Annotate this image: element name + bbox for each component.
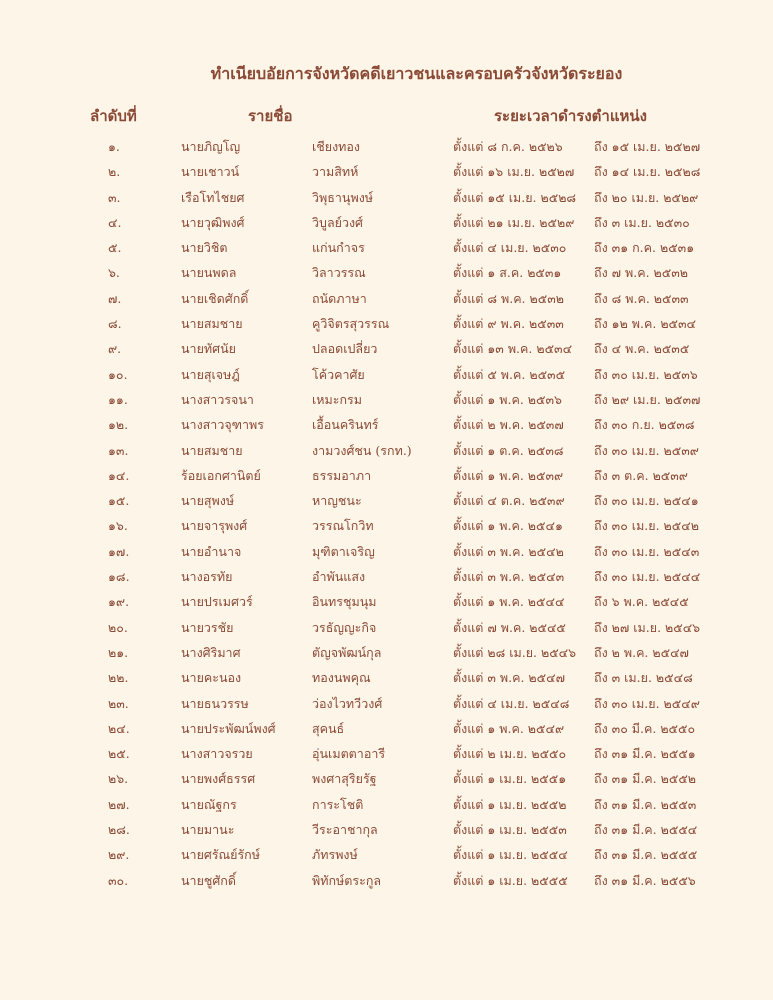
given-name: นางอรทัย — [181, 569, 233, 585]
term-end: ถึง ๓ ต.ค. ๒๕๓๙ — [594, 467, 688, 483]
term-start: ตั้งแต่ ๑๓ พ.ค. ๒๕๓๔ — [453, 341, 573, 357]
table-row — [0, 411, 773, 436]
term-end: ถึง ๓๐ ก.ย. ๒๕๓๘ — [594, 417, 695, 433]
term-end: ถึง ๓๐ เม.ย. ๒๕๓๙ — [594, 442, 699, 458]
row-number: ๑๖. — [108, 518, 128, 534]
term-start: ตั้งแต่ ๑ พ.ค. ๒๕๔๑ — [453, 518, 563, 534]
term-end: ถึง ๓๐ เม.ย. ๒๕๔๑ — [594, 493, 699, 509]
term-start: ตั้งแต่ ๔ เม.ย. ๒๕๔๘ — [453, 695, 570, 711]
term-start: ตั้งแต่ ๑ พ.ค. ๒๕๔๙ — [453, 720, 565, 736]
term-start: ตั้งแต่ ๑ พ.ค. ๒๕๔๔ — [453, 594, 565, 610]
row-number: ๒๓. — [108, 695, 129, 711]
header-name: รายชื่อ — [248, 107, 293, 125]
given-name: นายสมชาย — [181, 316, 243, 332]
surname: พงศาสุริยรัฐ — [312, 771, 377, 787]
term-end: ถึง ๔ พ.ค. ๒๕๓๕ — [594, 341, 690, 357]
row-number: ๔. — [108, 214, 122, 230]
given-name: นายอำนาจ — [181, 543, 242, 559]
table-row — [0, 133, 773, 158]
surname: ธรรมอาภา — [312, 467, 372, 483]
term-end: ถึง ๓๑ มี.ค. ๒๕๕๑ — [594, 746, 696, 762]
given-name: นายศรัณย์รักษ์ — [181, 847, 260, 863]
table-row — [0, 310, 773, 335]
term-start: ตั้งแต่ ๑ เม.ย. ๒๕๕๓ — [453, 822, 567, 838]
row-number: ๑๘. — [108, 569, 130, 585]
table-row — [0, 487, 773, 512]
table-row — [0, 715, 773, 740]
given-name: นายสมชาย — [181, 442, 243, 458]
table-row — [0, 690, 773, 715]
given-name: ร้อยเอกศานิตย์ — [181, 467, 261, 483]
table-row — [0, 841, 773, 866]
row-number: ๑๔. — [108, 467, 130, 483]
surname: วีระอาชากุล — [312, 822, 378, 838]
given-name: นายวรชัย — [181, 619, 234, 635]
row-number: ๒. — [108, 164, 121, 180]
term-end: ถึง ๑๔ เม.ย. ๒๕๒๘ — [594, 164, 701, 180]
row-number: ๑๕. — [108, 493, 130, 509]
row-number: ๒๔. — [108, 720, 130, 736]
prosecutor-list — [0, 133, 773, 892]
table-row — [0, 259, 773, 284]
row-number: ๑. — [108, 139, 120, 154]
given-name: นายสุเจษฎ์ — [181, 366, 240, 382]
table-row — [0, 335, 773, 360]
table-row — [0, 740, 773, 765]
given-name: นายคะนอง — [181, 670, 242, 686]
row-number: ๘. — [108, 316, 122, 332]
term-end: ถึง ๓ เม.ย. ๒๕๓๐ — [594, 214, 690, 230]
given-name: นางสาวจรวย — [181, 746, 253, 762]
surname: ถนัดภาษา — [312, 290, 367, 306]
table-row — [0, 588, 773, 613]
surname: คูวิจิตรสุวรรณ — [312, 316, 390, 332]
table-row — [0, 437, 773, 462]
surname: งามวงศ์ชน (รกท.) — [312, 442, 412, 458]
term-start: ตั้งแต่ ๔ ต.ค. ๒๕๓๙ — [453, 493, 565, 509]
surname: วรธัญญะกิจ — [312, 619, 377, 635]
row-number: ๑๗. — [108, 543, 130, 559]
term-end: ถึง ๑๒ พ.ค. ๒๕๓๔ — [594, 316, 697, 332]
term-end: ถึง ๘ พ.ค. ๒๕๓๓ — [594, 290, 689, 306]
term-end: ถึง ๓๑ มี.ค. ๒๕๕๓ — [594, 796, 697, 812]
surname: อินทรชุมนุม — [312, 594, 377, 610]
term-start: ตั้งแต่ ๑ ต.ค. ๒๕๓๘ — [453, 442, 564, 458]
term-start: ตั้งแต่ ๒๑ เม.ย. ๒๕๒๙ — [453, 214, 575, 230]
given-name: นายจารุพงศ์ — [181, 518, 248, 534]
term-start: ตั้งแต่ ๓ พ.ค. ๒๕๔๗ — [453, 670, 565, 686]
surname: ทองนพคุณ — [312, 670, 371, 686]
table-row — [0, 285, 773, 310]
row-number: ๒๙. — [108, 847, 130, 863]
table-row — [0, 361, 773, 386]
given-name: เรือโทไชยศ — [181, 189, 245, 205]
given-name: นางศิริมาศ — [181, 644, 241, 660]
table-row — [0, 462, 773, 487]
term-end: ถึง ๓๐ เม.ย. ๒๕๔๙ — [594, 695, 700, 711]
row-number: ๑๐. — [108, 366, 128, 382]
header-order: ลำดับที่ — [90, 107, 137, 125]
row-number: ๒๑. — [108, 644, 129, 660]
table-row — [0, 639, 773, 664]
term-end: ถึง ๒๗ เม.ย. ๒๕๔๖ — [594, 619, 701, 635]
term-end: ถึง ๓๑ ก.ค. ๒๕๓๑ — [594, 240, 695, 256]
page-title: ทำเนียบอัยการจังหวัดคดีเยาวชนและครอบครัวจังหวัดระยอง — [210, 64, 623, 83]
given-name: นายมานะ — [181, 822, 235, 838]
surname: อุ่นเมตตาอารี — [312, 746, 386, 762]
given-name: นายณัฐกร — [181, 796, 237, 812]
given-name: นายทัศนัย — [181, 341, 236, 357]
term-start: ตั้งแต่ ๗ พ.ค. ๒๕๔๕ — [453, 619, 566, 635]
term-end: ถึง ๓๑ มี.ค. ๒๕๕๕ — [594, 847, 698, 863]
surname: เชียงทอง — [312, 139, 361, 154]
row-number: ๙. — [108, 341, 122, 357]
term-end: ถึง ๒๐ เม.ย. ๒๕๒๙ — [594, 189, 699, 205]
given-name: นายสุพงษ์ — [181, 493, 235, 509]
surname: เหมะกรม — [312, 391, 362, 407]
row-number: ๗. — [108, 290, 122, 306]
table-row — [0, 563, 773, 588]
surname: วิลาวรรณ — [312, 265, 366, 281]
term-end: ถึง ๖ พ.ค. ๒๕๔๕ — [594, 594, 689, 610]
term-start: ตั้งแต่ ๑๖ เม.ย. ๒๕๒๗ — [453, 164, 575, 180]
row-number: ๑๑. — [108, 391, 128, 407]
term-end: ถึง ๓๐ มี.ค. ๒๕๕๐ — [594, 720, 696, 736]
row-number: ๑๒. — [108, 417, 129, 433]
term-end: ถึง ๒๙ เม.ย. ๒๕๓๗ — [594, 391, 701, 407]
term-start: ตั้งแต่ ๑ เม.ย. ๒๕๕๔ — [453, 847, 568, 863]
term-start: ตั้งแต่ ๑ พ.ค. ๒๕๓๙ — [453, 467, 564, 483]
term-start: ตั้งแต่ ๔ เม.ย. ๒๕๓๐ — [453, 240, 567, 256]
surname: หาญชนะ — [312, 493, 362, 509]
row-number: ๒๒. — [108, 670, 129, 686]
table-row — [0, 791, 773, 816]
term-end: ถึง ๓๐ เม.ย. ๒๕๔๓ — [594, 543, 700, 559]
term-start: ตั้งแต่ ๑ ส.ค. ๒๕๓๑ — [453, 265, 562, 281]
surname: มุฑิตาเจริญ — [312, 543, 375, 559]
term-end: ถึง ๑๕ เม.ย. ๒๕๒๗ — [594, 139, 701, 154]
row-number: ๑๙. — [108, 594, 130, 610]
given-name: นายปรเมศวร์ — [181, 594, 253, 610]
given-name: นายเชิดศักดิ์ — [181, 290, 249, 306]
term-start: ตั้งแต่ ๓ พ.ค. ๒๕๔๒ — [453, 543, 564, 559]
table-row — [0, 386, 773, 411]
term-start: ตั้งแต่ ๘ พ.ค. ๒๕๓๒ — [453, 290, 564, 306]
term-start: ตั้งแต่ ๑๕ เม.ย. ๒๕๒๘ — [453, 189, 577, 205]
surname: วิพุธานุพงษ์ — [312, 189, 374, 205]
surname: พิทักษ์ตระกูล — [312, 872, 382, 888]
table-row — [0, 234, 773, 259]
term-end: ถึง ๓๑ มี.ค. ๒๕๕๒ — [594, 771, 697, 787]
table-row — [0, 209, 773, 234]
surname: แก่นกำจร — [312, 240, 365, 256]
term-start: ตั้งแต่ ๑ พ.ค. ๒๕๓๖ — [453, 391, 562, 407]
term-start: ตั้งแต่ ๑ เม.ย. ๒๕๕๕ — [453, 872, 568, 888]
row-number: ๒๖. — [108, 771, 129, 787]
surname: วรรณโกวิท — [312, 518, 374, 534]
row-number: ๓. — [108, 189, 121, 205]
row-number: ๕. — [108, 240, 122, 256]
surname: วิบูลย์วงศ์ — [312, 214, 363, 230]
term-end: ถึง ๓๑ มี.ค. ๒๕๕๔ — [594, 822, 698, 838]
given-name: นายประพัฒน์พงศ์ — [181, 720, 276, 736]
surname: ภัทรพงษ์ — [312, 847, 358, 863]
row-number: ๒๕. — [108, 746, 130, 762]
row-number: ๑๓. — [108, 442, 129, 458]
term-end: ถึง ๒ พ.ค. ๒๕๔๗ — [594, 644, 689, 660]
term-end: ถึง ๗ พ.ค. ๒๕๓๒ — [594, 265, 689, 281]
row-number: ๓๐. — [108, 872, 129, 888]
term-start: ตั้งแต่ ๒ เม.ย. ๒๕๕๐ — [453, 746, 567, 762]
given-name: นายธนวรรษ — [181, 695, 249, 711]
surname: สุคนธ์ — [312, 720, 345, 736]
term-end: ถึง ๓๑ มี.ค. ๒๕๕๖ — [594, 872, 696, 888]
header-term: ระยะเวลาดำรงตำแหน่ง — [494, 107, 647, 125]
surname: เอื้อนครินทร์ — [312, 417, 379, 433]
table-row — [0, 184, 773, 209]
term-start: ตั้งแต่ ๘ ก.ค. ๒๕๒๖ — [453, 139, 563, 154]
given-name: นายชูศักดิ์ — [181, 872, 236, 888]
surname: วามสิทห์ — [312, 164, 359, 180]
term-start: ตั้งแต่ ๕ พ.ค. ๒๕๓๕ — [453, 366, 566, 382]
surname: ตัญจพัฒน์กุล — [312, 644, 382, 660]
given-name: นายวุฒิพงศ์ — [181, 214, 245, 230]
term-end: ถึง ๓๐ เม.ย. ๒๕๓๖ — [594, 366, 698, 382]
given-name: นายวิชิต — [181, 240, 228, 256]
surname: อำพันแสง — [312, 569, 366, 585]
given-name: นางสาวจุฑาพร — [181, 417, 265, 433]
term-start: ตั้งแต่ ๙ พ.ค. ๒๕๓๓ — [453, 316, 564, 332]
surname: ปลอดเปลี่ยว — [312, 341, 378, 357]
surname: โค้วคาศัย — [312, 366, 365, 382]
table-row — [0, 867, 773, 892]
term-start: ตั้งแต่ ๒๘ เม.ย. ๒๕๔๖ — [453, 644, 577, 660]
given-name: นายเชาวน์ — [181, 164, 240, 180]
term-start: ตั้งแต่ ๓ พ.ค. ๒๕๔๓ — [453, 569, 565, 585]
given-name: นายพงศ์ธรรศ — [181, 771, 256, 787]
term-end: ถึง ๓ เม.ย. ๒๕๔๘ — [594, 670, 693, 686]
row-number: ๒๘. — [108, 822, 130, 838]
table-row — [0, 538, 773, 563]
term-start: ตั้งแต่ ๑ เม.ย. ๒๕๕๒ — [453, 796, 567, 812]
term-start: ตั้งแต่ ๒ พ.ค. ๒๕๓๗ — [453, 417, 564, 433]
row-number: ๒๐. — [108, 619, 128, 635]
table-row — [0, 765, 773, 790]
table-row — [0, 614, 773, 639]
surname: การะโชติ — [312, 796, 364, 812]
term-end: ถึง ๓๐ เม.ย. ๒๕๔๒ — [594, 518, 699, 534]
term-start: ตั้งแต่ ๑ เม.ย. ๒๕๕๑ — [453, 771, 567, 787]
row-number: ๖. — [108, 265, 120, 281]
table-row — [0, 664, 773, 689]
table-row — [0, 816, 773, 841]
given-name: นายภิญโญ — [181, 139, 241, 154]
term-end: ถึง ๓๐ เม.ย. ๒๕๔๔ — [594, 569, 701, 585]
surname: ว่องไวทวีวงศ์ — [312, 695, 383, 711]
table-row — [0, 158, 773, 183]
given-name: นางสาวรจนา — [181, 391, 254, 407]
given-name: นายนพดล — [181, 265, 237, 281]
row-number: ๒๗. — [108, 796, 130, 812]
table-row — [0, 512, 773, 537]
